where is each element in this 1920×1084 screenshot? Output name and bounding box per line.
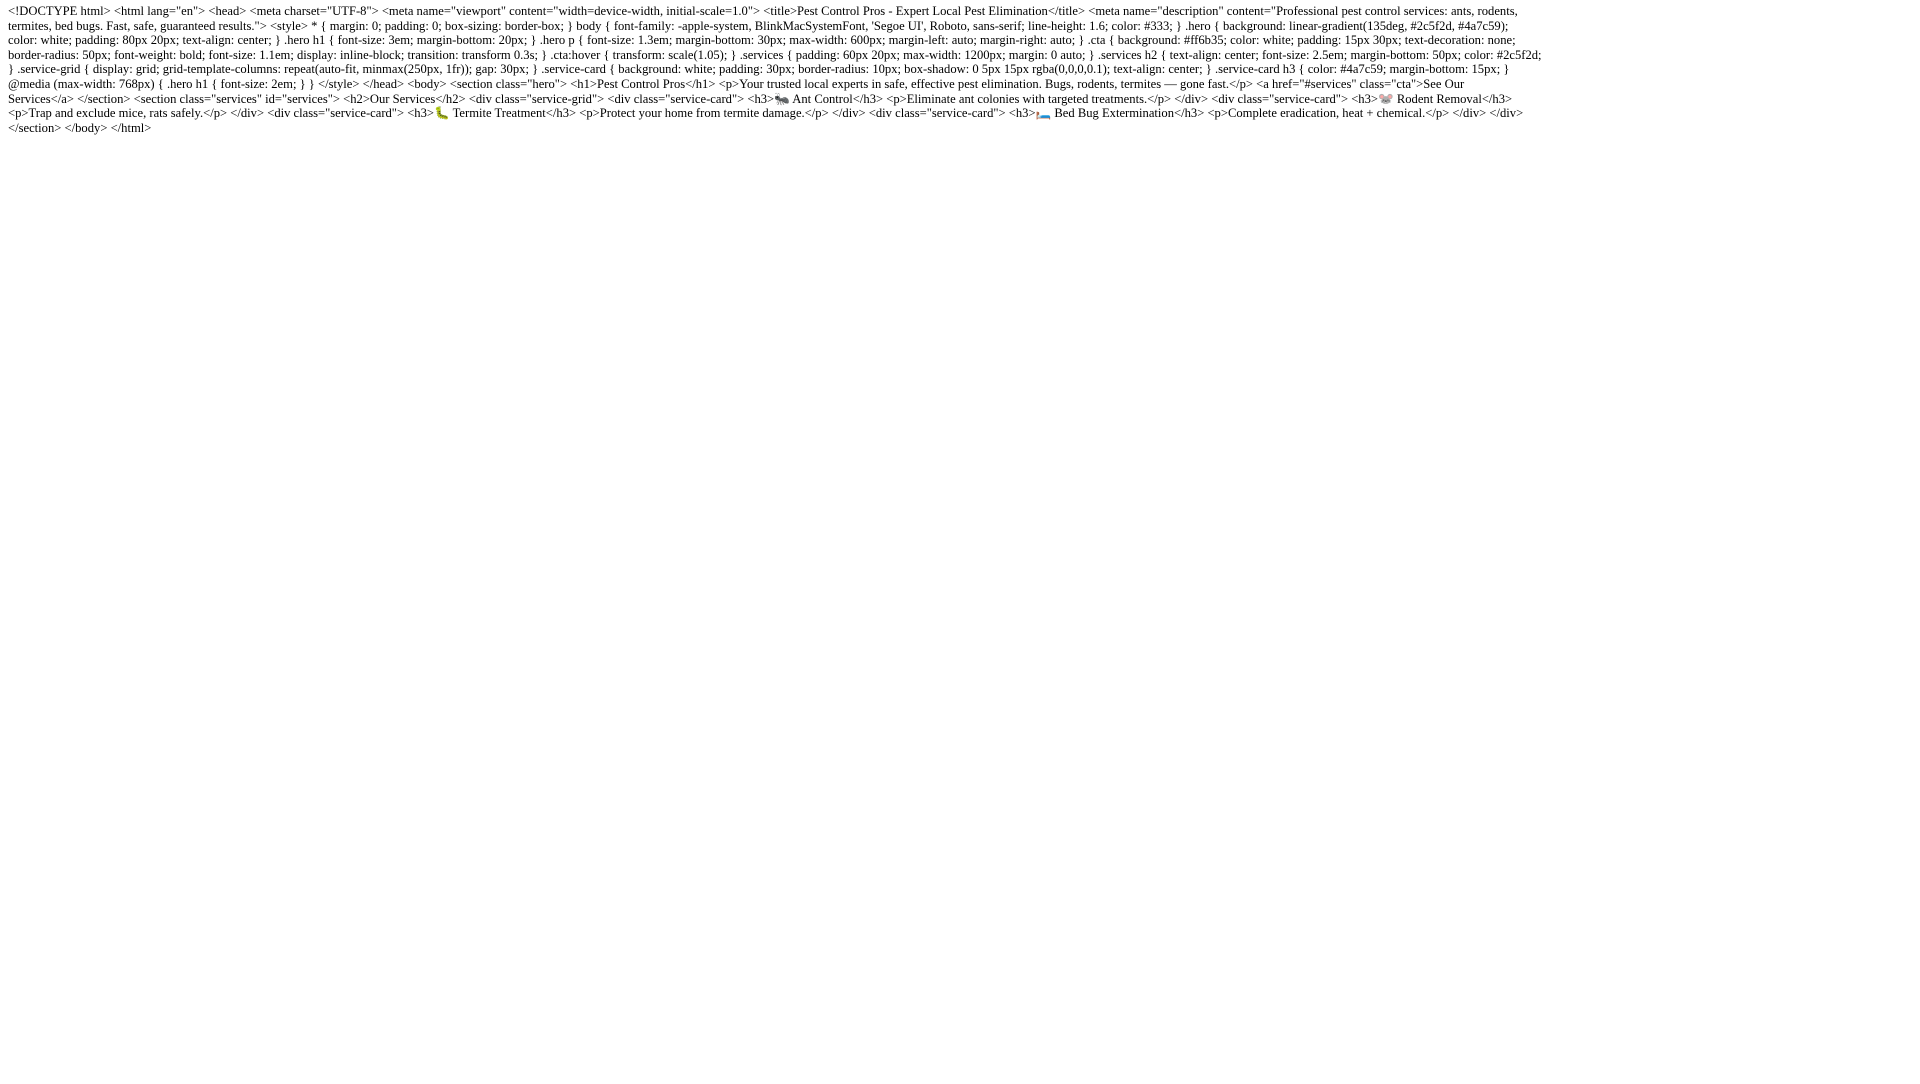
browser-viewport: [0, 4, 1920, 1084]
source-line: Services</a> </section> <section class="services" id="services"> <h2>Our Services</h2> <div class="service-grid"> <div class="service-card"> <h3>🐜 Ant Control</h3> <p>Eliminate ant colonies with targeted treatments.</p> </div> <div class="service-card"> <h3>🐭 Rodent Removal</h3>: [8, 91, 1513, 106]
source-line: </section> </body> </html>: [8, 120, 152, 135]
source-line: <p>Trap and exclude mice, rats safely.</p> </div> <div class="service-card"> <h3>🐛 Termite Treatment</h3> <p>Protect your home from termite damage.</p> </div> <div class="service-card"> <h3>🛏️ Bed Bug Extermination</h3> <p>Complete eradication, heat + chemical.</p> </div> </div>: [8, 106, 1524, 121]
source-line: @media (max-width: 768px) { .hero h1 { font-size: 2em; } } </style> </head> <body> <section class="hero"> <h1>Pest Control Pros</h1> <p>Your trusted local experts in safe, effective pest elimination. Bugs, rodents, termites — gone fast.</p> <a href="#services" class="cta">See Our: [8, 76, 1465, 91]
source-line: termites, bed bugs. Fast, safe, guaranteed results."> <style> * { margin: 0; padding: 0; box-sizing: border-box; } body { font-family: -apple-system, BlinkMacSystemFont, 'Segoe UI', Roboto, sans-serif; line-height: 1.6; color: #333; } .hero { background: linear-gradient(135deg, #2c5f2d, #4a7c59);: [8, 18, 1509, 33]
rendered-html-source-text: [8, 4, 1912, 135]
source-line: } .service-grid { display: grid; grid-template-columns: repeat(auto-fit, minmax(250px, 1fr)); gap: 30px; } .service-card { background: white; padding: 30px; border-radius: 10px; box-shadow: 0 5px 15px rgba(0,0,0,0.1); text-align: center; } .service-card h3 { color: #4a7c59; margin-bottom: 15px; }: [8, 62, 1510, 77]
source-line: <!DOCTYPE html> <html lang="en"> <head> <meta charset="UTF-8"> <meta name="viewport" content="width=device-width, initial-scale=1.0"> <title>Pest Control Pros - Expert Local Pest Elimination</title> <meta name="description" content="Professional pest control services: ants, rodents,: [8, 4, 1518, 18]
source-line: border-radius: 50px; font-weight: bold; font-size: 1.1em; display: inline-block; transition: transform 0.3s; } .cta:hover { transform: scale(1.05); } .services { padding: 60px 20px; max-width: 1200px; margin: 0 auto; } .services h2 { text-align: center; font-size: 2.5em; margin-bottom: 50px; color: #2c5f2d;: [8, 47, 1542, 62]
source-line: color: white; padding: 80px 20px; text-align: center; } .hero h1 { font-size: 3em; margin-bottom: 20px; } .hero p { font-size: 1.3em; margin-bottom: 30px; max-width: 600px; margin-left: auto; margin-right: auto; } .cta { background: #ff6b35; color: white; padding: 15px 30px; text-decoration: none;: [8, 33, 1516, 48]
